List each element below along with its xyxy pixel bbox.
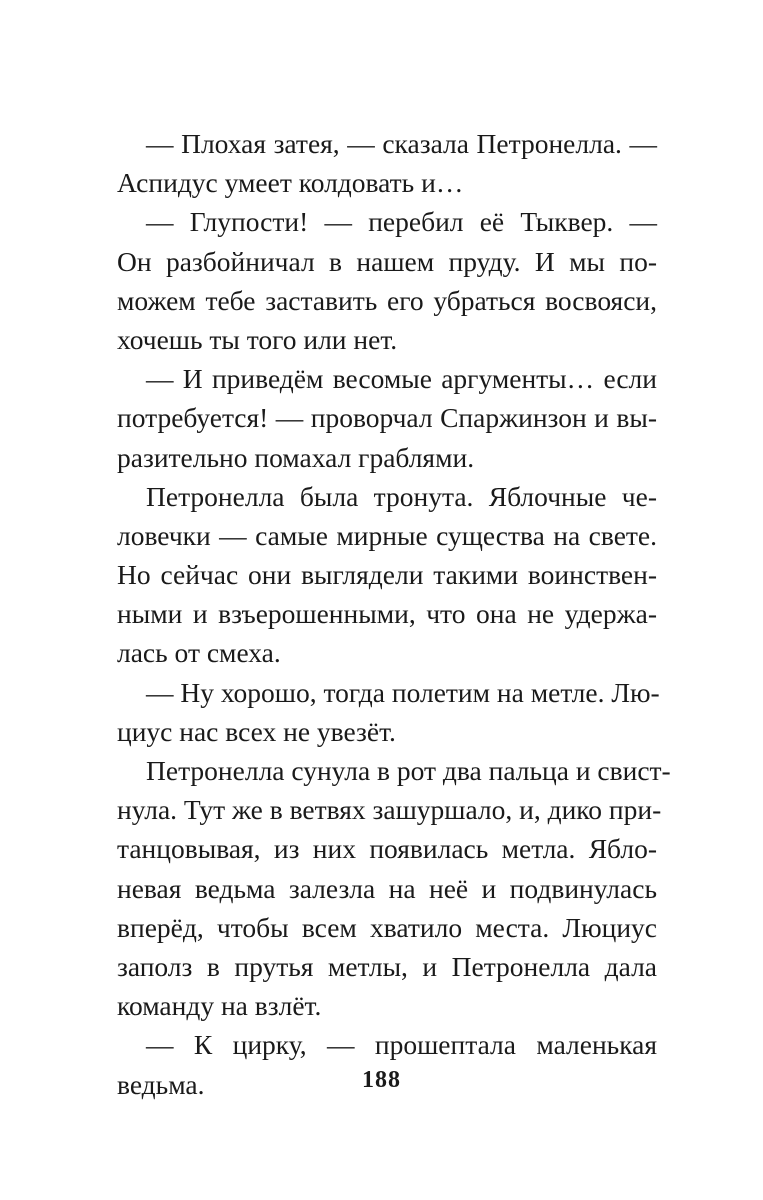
text-line: танцовывая, из них появилась метла. Ябло- [117, 833, 657, 865]
text-line: Но сейчас они выглядели такими воинствен- [117, 559, 657, 591]
text-line: ловечки — самые мирные существа на свете. [117, 519, 657, 551]
text-line: Он разбойничал в нашем пруду. И мы по- [117, 245, 657, 277]
text-line: — К цирку, — прошептала маленькая [146, 1029, 657, 1061]
text-line: Петронелла была тронута. Яблочные че- [146, 480, 657, 512]
text-line: — И приведём весомые аргументы… если [146, 363, 657, 395]
text-line: можем тебе заставить его убраться восвояси, [117, 284, 657, 316]
text-line: вперёд, чтобы всем хватило места. Люциус [117, 911, 657, 943]
text-line: ведьма. [117, 1068, 205, 1100]
text-line: невая ведьма залезла на неё и подвинулась [117, 872, 657, 904]
text-line: ными и взъерошенными, что она не удержа- [117, 598, 657, 630]
text-line: — Ну хорошо, тогда полетим на метле. Лю- [146, 676, 660, 708]
text-line: Аспидус умеет колдовать и… [117, 167, 464, 199]
body-text [117, 124, 671, 1104]
text-line: заполз в прутья метлы, и Петронелла дала [117, 950, 657, 982]
text-line: Петронелла сунула в рот два пальца и свист- [146, 755, 671, 786]
text-line: — Глупости! — перебил её Тыквер. — [146, 206, 657, 238]
text-line: потребуется! — проворчал Спаржинзон и вы- [117, 402, 657, 434]
text-line: хочешь ты того или нет. [117, 323, 398, 355]
text-line: — Плохая затея, — сказала Петронелла. — [146, 128, 657, 159]
text-line: команду на взлёт. [117, 990, 322, 1022]
text-line: разительно помахал граблями. [117, 441, 475, 473]
text-line: циус нас всех не увезёт. [117, 715, 396, 747]
page-number: 188 [362, 1067, 401, 1093]
text-line: нула. Тут же в ветвях зашуршало, и, дико при- [117, 794, 662, 826]
text-line: лась от смеха. [117, 637, 281, 669]
